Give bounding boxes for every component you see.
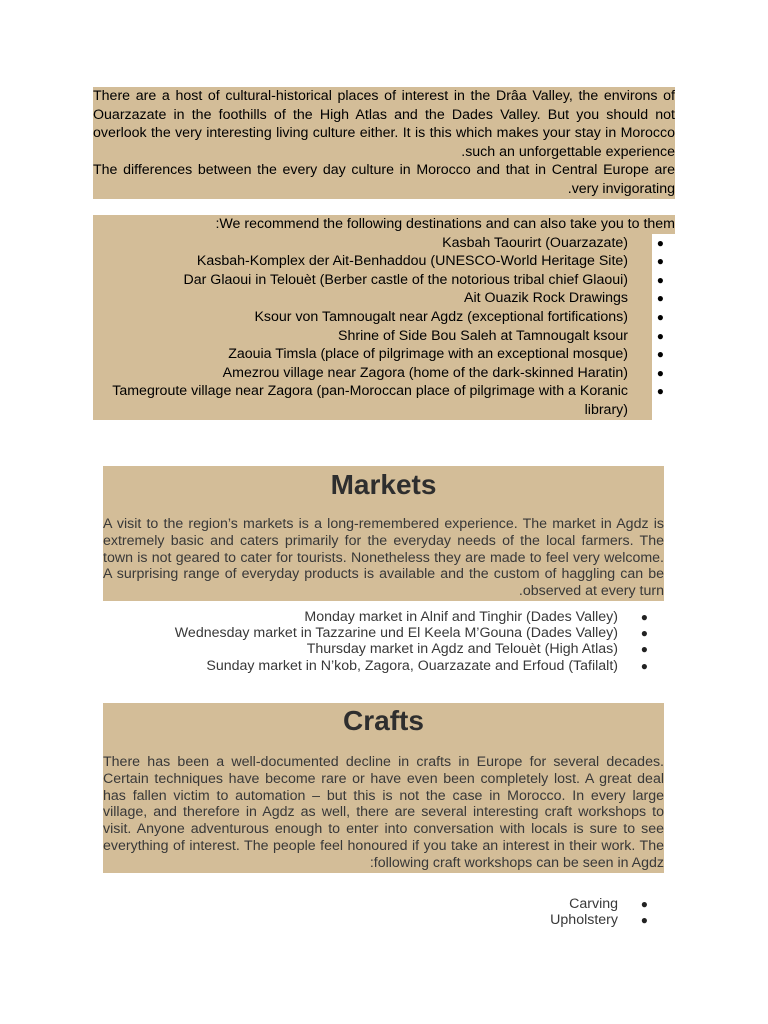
- bullet-icon: ●: [656, 365, 664, 380]
- bullet-icon: ●: [640, 913, 648, 928]
- markets-list: [103, 609, 648, 674]
- crafts-body: There has been a well-documented decline in crafts in Europe for several decades. Certain techniques have become rare or have even been completely lost. A great deal has fallen victim to automation – but this is not the case in Morocco. In every large village, and therefore in Agdz as well, there are several interesting craft workshops to visit. Anyone adventurous enough to enter into conversation with locals is sure to see everything of interest. The people feel honoured if you take an interest in their work. The following craft workshops can be seen in Agdz:: [103, 754, 664, 871]
- bullet-icon: ●: [640, 626, 648, 641]
- markets-section: [103, 466, 664, 601]
- crafts-title: Crafts: [343, 705, 424, 736]
- list-item: ● Shrine of Side Bou Saleh at Tamnougalt ksour: [338, 327, 664, 344]
- list-item: ● Ait Ouazik Rock Drawings: [464, 290, 664, 307]
- recommendations-list: [93, 234, 664, 420]
- intro-paragraph-2: The differences between the every day culture in Morocco and that in Central Europe are very invigorating.: [93, 162, 675, 197]
- bullet-icon: ●: [656, 384, 664, 399]
- intro-paragraph-1: There are a host of cultural-historical places of interest in the Drâa Valley, the environs of Ouarzazate in the foothills of the High Atlas and the Dades Valley. But you should not overlook the very interesting living culture either. It is this which makes your stay in Morocco such an unforgettable experience.: [93, 88, 675, 160]
- list-item: ● Amezrou village near Zagora (home of the dark-skinned Haratin): [222, 364, 664, 381]
- list-item: ● Ksour von Tamnougalt near Agdz (exceptional fortifications): [254, 308, 664, 325]
- bullet-icon: ●: [656, 309, 664, 324]
- recommendations-heading: We recommend the following destinations and can also take you to them:: [93, 215, 675, 234]
- list-item: ● Tamegroute village near Zagora (pan-Moroccan place of pilgrimage with a Koranic library): [112, 383, 664, 418]
- list-item: ● Kasbah Taourirt (Ouarzazate): [442, 234, 664, 251]
- bullet-icon: ●: [656, 347, 664, 362]
- bullet-icon: ●: [640, 642, 648, 657]
- bullet-icon: ●: [656, 291, 664, 306]
- markets-title: Markets: [330, 469, 437, 500]
- list-item: ● Zaouia Timsla (place of pilgrimage with an exceptional mosque): [228, 346, 664, 363]
- bullet-icon: ●: [656, 235, 664, 250]
- recommendations-block: [93, 215, 675, 420]
- intro-block: [93, 87, 675, 199]
- crafts-list: [103, 896, 648, 929]
- bullet-icon: ●: [640, 610, 648, 624]
- bullet-icon: ●: [656, 254, 664, 269]
- list-item: ● Upholstery: [550, 912, 648, 929]
- bullet-icon: ●: [640, 897, 648, 911]
- bullet-icon: ●: [640, 658, 648, 673]
- bullet-icon: ●: [656, 272, 664, 287]
- list-item: ● Sunday market in N’kob, Zagora, Ouarzazate and Erfoud (Tafilalt): [206, 657, 648, 674]
- list-item: ● Kasbah-Komplex der Ait-Benhaddou (UNESCO-World Heritage Site): [196, 253, 664, 270]
- list-item: ● Carving: [569, 896, 648, 912]
- list-item: ● Dar Glaoui in Telouèt (Berber castle of the notorious tribal chief Glaoui): [183, 271, 664, 288]
- list-item: ● Thursday market in Agdz and Telouèt (High Atlas): [306, 641, 648, 658]
- markets-body: A visit to the region’s markets is a long-remembered experience. The market in Agdz is extremely basic and caters primarily for the everyday needs of the local farmers. The town is not geared to cater for tourists. Nonetheless they are made to feel very welcome. A surprising range of everyday products is available and the custom of haggling can be observed at every turn.: [103, 516, 664, 600]
- list-item: ● Monday market in Alnif and Tinghir (Dades Valley): [304, 609, 648, 625]
- bullet-icon: ●: [656, 328, 664, 343]
- list-item: ● Wednesday market in Tazzarine und El Keela M’Gouna (Dades Valley): [174, 625, 648, 642]
- crafts-section: [103, 703, 664, 873]
